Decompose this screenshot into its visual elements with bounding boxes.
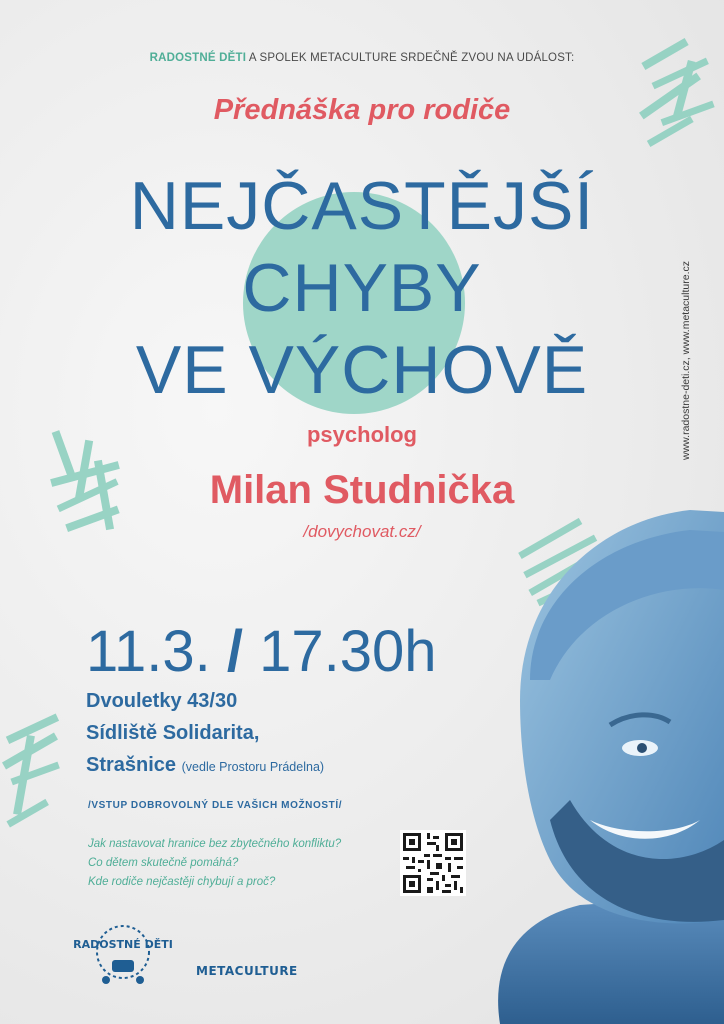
speaker-role: psycholog bbox=[306, 422, 417, 447]
logo-rd-word-1: RADOSTNÉ DĚTI bbox=[73, 938, 173, 951]
title-line-3: VE VÝCHOVĚ bbox=[135, 332, 589, 408]
address-line-1: Dvouletky 43/30 bbox=[86, 690, 238, 712]
address-note: (vedle Prostoru Prádelna) bbox=[181, 760, 325, 774]
org-name-radostne-deti: RADOSTNÉ DĚTI bbox=[149, 52, 247, 64]
lecture-subtitle: Přednáška pro rodiče bbox=[213, 94, 511, 126]
entry-fee-note: /VSTUP DOBROVOLNÝ DLE VAŠICH MOŽNOSTÍ/ bbox=[88, 800, 343, 811]
question-item: Co dětem skutečně pomáhá? bbox=[88, 857, 239, 869]
scribble-left-bottom bbox=[0, 715, 70, 845]
event-date: 11.3. bbox=[86, 619, 211, 684]
radostne-deti-logo bbox=[73, 918, 173, 994]
date-time-separator: / bbox=[226, 619, 243, 684]
event-time: 17.30h bbox=[259, 619, 437, 684]
address-district: Strašnice bbox=[86, 754, 177, 776]
title-line-1: NEJČASTĚJŠÍ bbox=[129, 168, 595, 244]
invitation-text: A SPOLEK METACULTURE SRDEČNĚ ZVOU NA UDÁLOST: bbox=[248, 52, 575, 64]
speaker-portrait bbox=[460, 500, 724, 1024]
question-item: Jak nastavovat hranice bez zbytečného konfliktu? bbox=[88, 838, 342, 850]
metaculture-logo: METACULTURE bbox=[196, 964, 298, 978]
speaker-name: Milan Studnička bbox=[209, 468, 515, 512]
address-line-3 bbox=[86, 754, 324, 777]
title-line-2: CHYBY bbox=[242, 250, 482, 326]
address-line-2: Sídliště Solidarita, bbox=[86, 722, 260, 744]
speaker-website: /dovychovat.cz/ bbox=[303, 522, 421, 541]
invitation-line bbox=[0, 52, 724, 64]
event-datetime bbox=[86, 618, 436, 685]
side-website-text: www.radostne-deti.cz, www.metaculture.cz bbox=[680, 261, 692, 460]
qr-code[interactable] bbox=[400, 830, 466, 896]
question-item: Kde rodiče nejčastěji chybují a proč? bbox=[88, 876, 276, 888]
